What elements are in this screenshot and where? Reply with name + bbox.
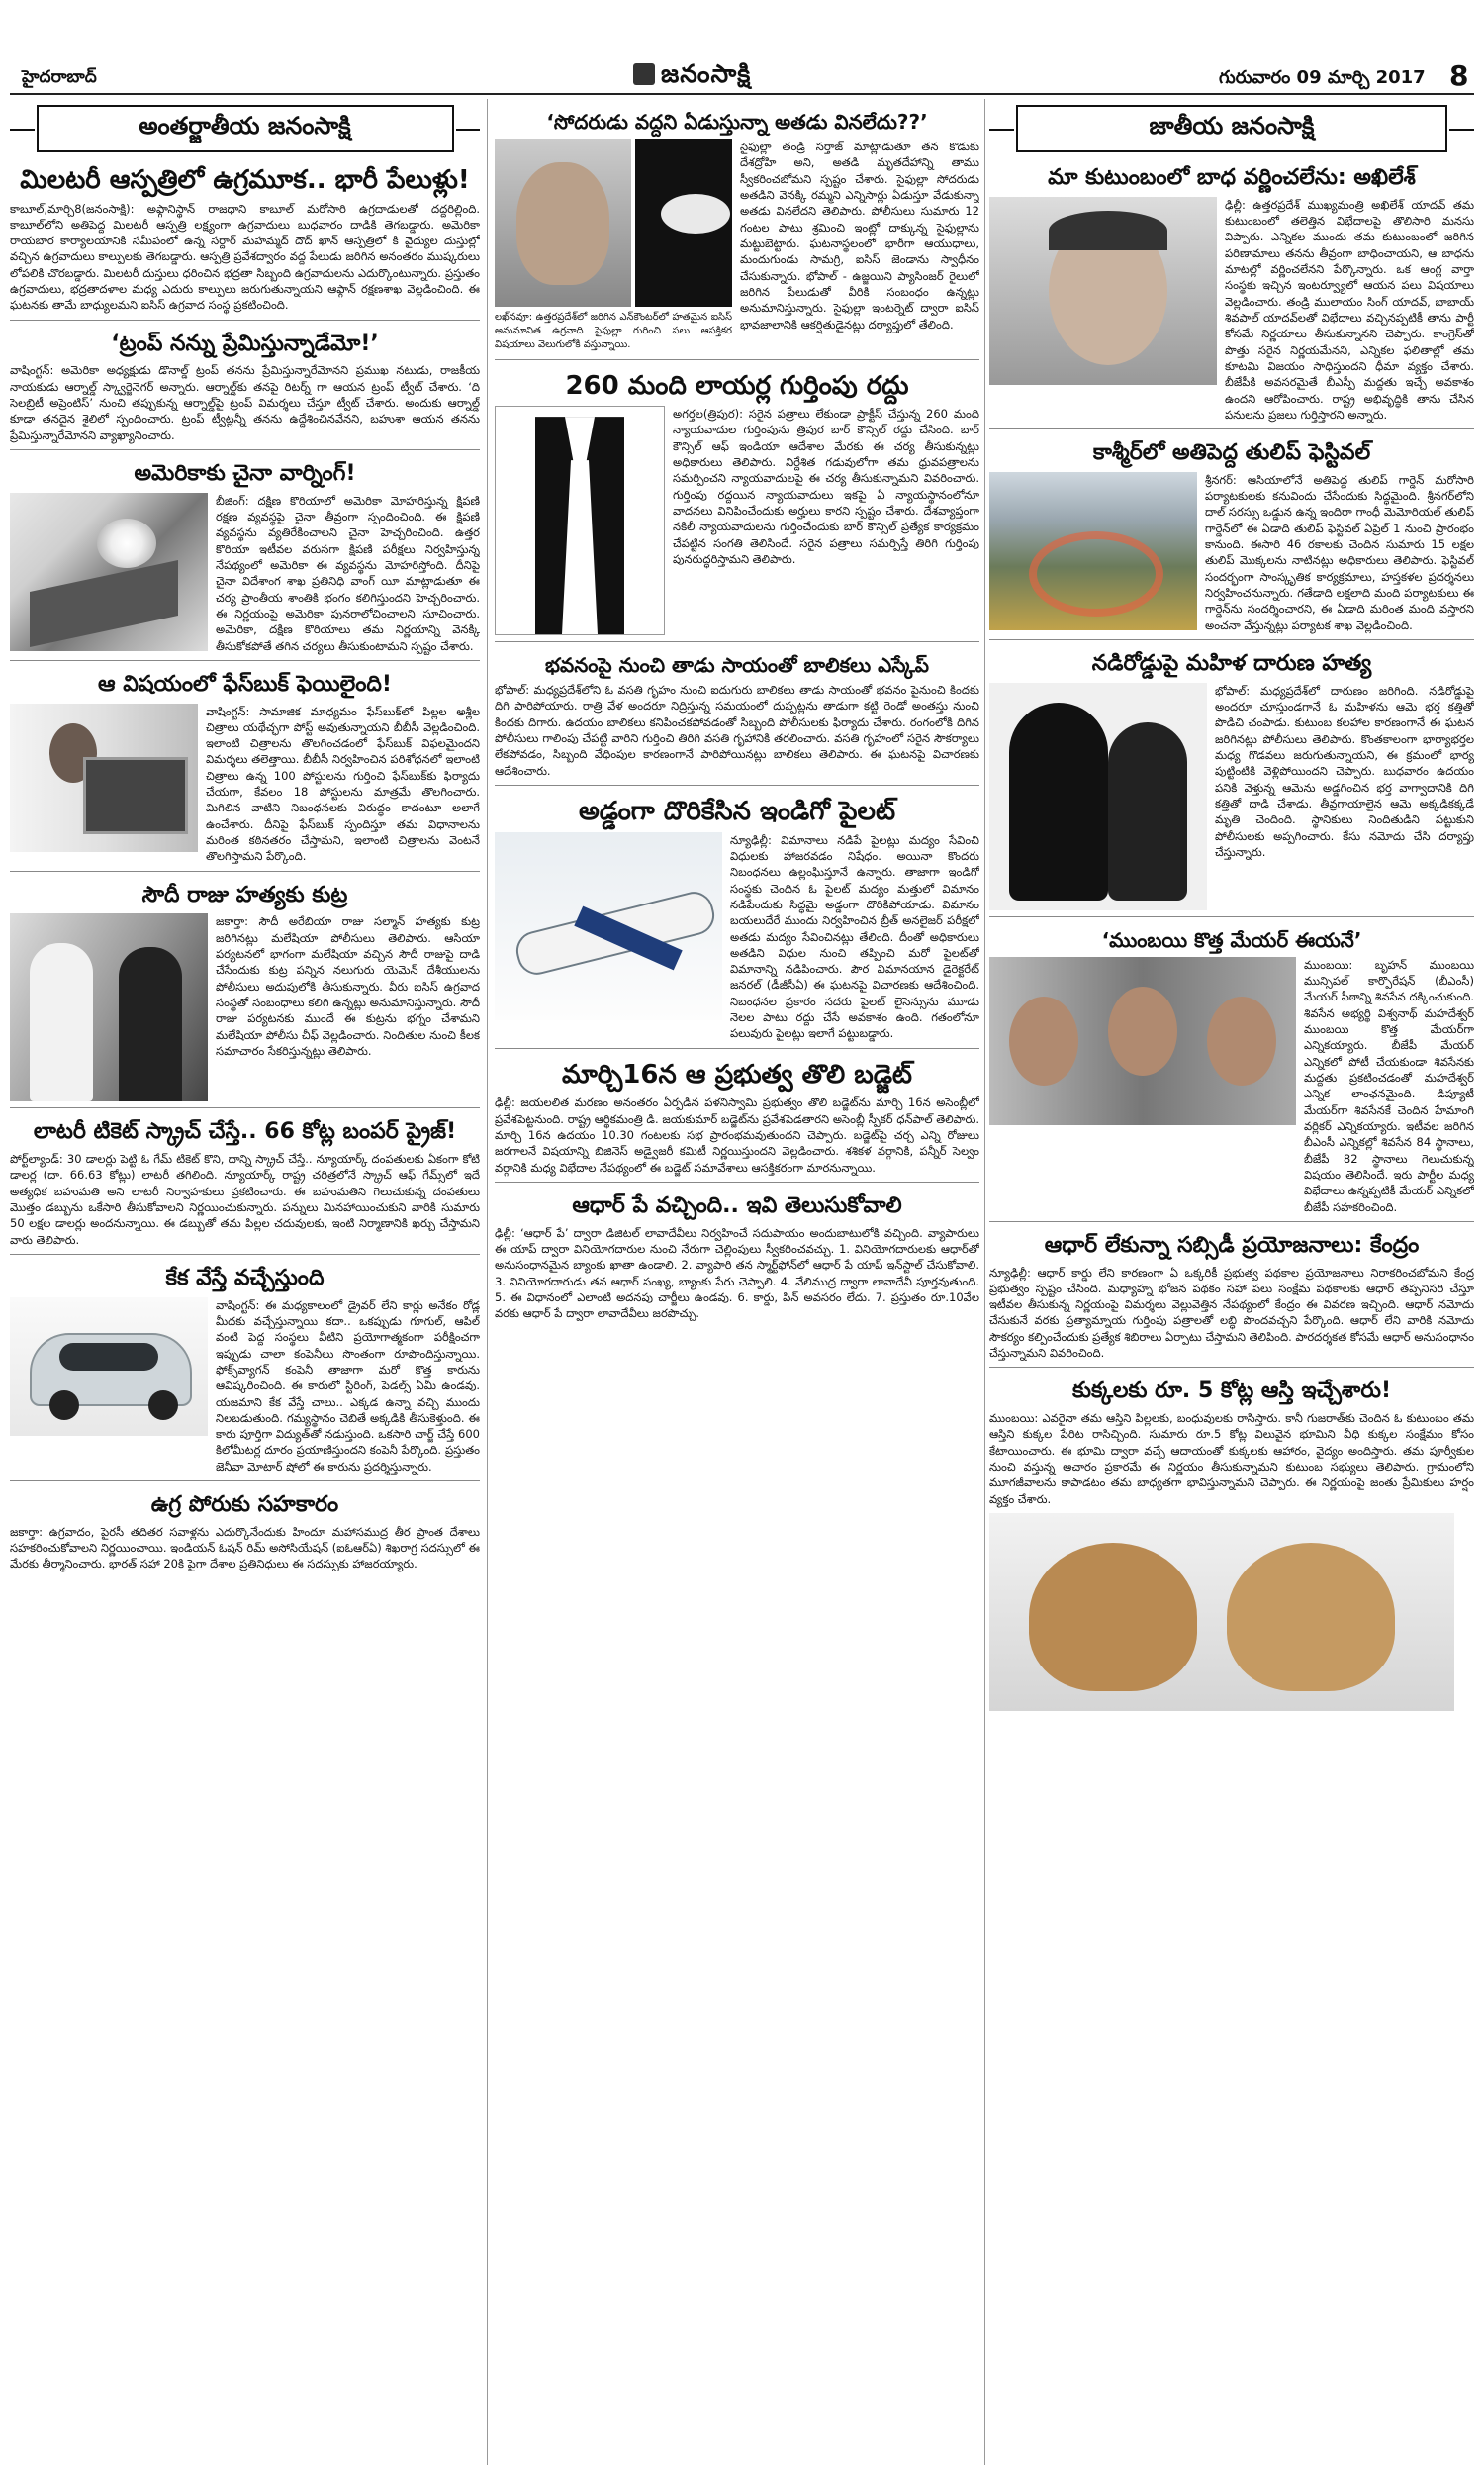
story-headline: అమెరికాకు చైనా వార్నింగ్‌! <box>134 461 356 487</box>
story-body: ముంబయి: ఎవరైనా తమ ఆస్తిని పిల్లలకు, బంధువులకు రాసిస్తారు. కానీ గుజరాత్‌కు చెందిన ఓ కుటుంబం తమ ఆస్తిని కుక్కల పేరిట రాసిచ్చింది. సుమారు రూ.5 కోట్ల విలువైన భూమిని వీధి కుక్కల సంక్షేమం కోసం కేటాయించారు. ఈ భూమి ద్వారా వచ్చే ఆదాయంతో కుక్కలకు ఆహారం, వైద్యం అందిస్తారు. తమ పూర్వీకుల నుంచి వస్తున్న ఆచారం ప్రకారమే ఈ నిర్ణయం తీసుకున్నామని కుటుంబ సభ్యులు తెలిపారు. గ్రామంలోని మూగజీవాలను కాపాడటం తమ బాధ్యతగా భావిస్తున్నామని చెప్పారు. ఈ నిర్ణయంపై జంతు ప్రేమికులు హర్షం వ్యక్తం చేశారు. <box>989 1411 1474 1506</box>
story-headline: ‘ముంబయి కొత్త మేయర్‌ ఈయనే’ <box>1101 927 1362 952</box>
story-headline: కుక్కలకు రూ. 5 కోట్ల ఆస్తి ఇచ్చేశారు! <box>1071 1379 1392 1404</box>
story-body: బీజింగ్‌: దక్షిణ కొరియాలో అమెరికా మోహరిస్తున్న క్షిపణి రక్షణ వ్యవస్థపై చైనా తీవ్రంగా స్పందించింది. ఈ క్షిపణి వ్యవస్థను వ్యతిరేకించాలని చైనా హెచ్చరించింది. ఉత్తర కొరియా ఇటీవల వరుసగా క్షిపణి పరీక్షలు నిర్వహిస్తున్న నేపథ్యంలో అమెరికా ఈ వ్యవస్థను మోహరిస్తోంది. దీనిపై చైనా విదేశాంగ శాఖ ప్రతినిధి వాంగ్‌ యీ మాట్లాడుతూ ఈ చర్య ప్రాంతీయ శాంతికి భంగం కలిగిస్తుందని హెచ్చరించారు. ఈ నిర్ణయంపై అమెరికా పునరాలోచించాలని సూచించారు. అమెరికా, దక్షిణ కొరియాలు తమ నిర్ణయాన్ని వెనక్కి తీసుకోకపోతే తగిన చర్యలు తీసుకుంటామని స్పష్టం చేశారు. <box>216 493 480 653</box>
akhilesh-photo <box>989 197 1217 385</box>
story-body: పోర్ట్‌ల్యాండ్‌: 30 డాలర్లు పెట్టి ఓ గేమ్‌ టికెట్‌ కొని, దాన్ని స్క్రాచ్‌ చేస్తే.. న్యూయార్క్‌ దంపతులకు ఏకంగా కోటి డాలర్ల (దా. 66.63 కోట్లు) లాటరీ తగిలింది. న్యూయార్క్‌ రాష్ట్ర చరిత్రలోనే స్క్రాచ్‌ ఆఫ్‌ గేమ్స్‌లో ఇదే అత్యధిక బహుమతి అని లాటరీ నిర్వాహకులు ప్రకటించారు. ఈ బహుమతిని గెలుచుకున్న దంపతులు మొత్తం డబ్బును ఒకేసారి తీసుకోవాలని నిర్ణయించుకున్నారు. పన్నులు మినహాయించుకుని వారికి సుమారు 50 లక్షల డాలర్లు అందనున్నాయి. ఈ డబ్బుతో తమ పిల్లల చదువులకు, ఇంటి నిర్మాణానికి ఖర్చు చేస్తామని వారు తెలిపారు. <box>10 1151 480 1247</box>
driverless-car-photo <box>10 1297 208 1436</box>
story-headline: ‘ట్రంప్‌ నన్ను ప్రేమిస్తున్నాడేమో!’ <box>111 331 379 356</box>
story-body: జకార్తా: ఉగ్రవాదం, పైరసీ తదితర సవాళ్లను ఎదుర్కొనేందుకు హిందూ మహాసముద్ర తీర ప్రాంత దేశాలు సహకరించుకోవాలని నిర్ణయించాయి. ఇండియన్‌ ఓషన్‌ రిమ్‌ అసోసియేషన్‌ (ఐఓఆర్‌ఏ) శిఖరాగ్ర సదస్సులో ఈ మేరకు తీర్మానించారు. భారత్‌ సహా 20కి పైగా దేశాల ప్రతినిధులు ఈ సదస్సుకు హాజరయ్యారు. <box>10 1524 480 1571</box>
lawyer-gown-illustration <box>495 406 665 635</box>
story-body: భోపాల్‌: మధ్యప్రదేశ్‌లో దారుణం జరిగింది. నడిరోడ్డుపై అందరూ చూస్తుండగానే ఓ మహిళను ఆమె భర్త కత్తితో పొడిచి చంపాడు. కుటుంబ కలహాల కారణంగానే ఈ ఘటన జరిగినట్లు పోలీసులు తెలిపారు. కొంతకాలంగా భార్యాభర్తల మధ్య గొడవలు జరుగుతున్నాయని, ఈ క్రమంలో భార్య పుట్టింటికి వెళ్లిపోయిందని చెప్పారు. బుధవారం ఉదయం పనికి వెళ్తున్న ఆమెను అడ్డగించిన భర్త వాగ్వాదానికి దిగి కత్తితో దాడి చేశాడు. తీవ్రగాయాలైన ఆమె అక్కడికక్కడే మృతి చెందింది. స్థానికులు నిందితుడిని పట్టుకుని పోలీసులకు అప్పగించారు. కేసు నమోదు చేసి దర్యాప్తు చేస్తున్నారు. <box>1215 683 1474 859</box>
isis-flag-photo <box>635 139 732 307</box>
page-number: 8 <box>1449 59 1469 92</box>
news-story <box>495 1187 979 1328</box>
news-story <box>10 158 480 321</box>
logo-icon <box>633 63 655 85</box>
header-rule <box>10 93 1474 95</box>
story-body: కాబూల్‌,మార్చి8(జనంసాక్షి): అఫ్గానిస్థాన్‌ రాజధాని కాబూల్‌ మరోసారి ఉగ్రదాడులతో దద్దరిల్లింది. కాబూల్‌లోని అతిపెద్ద మిలటరీ ఆస్పత్రి లక్ష్యంగా ఉగ్రవాదులు బుధవారం దాడికి తెగబడ్డారు. అమెరికా రాయబార కార్యాలయానికి సమీపంలో ఉన్న సర్దార్‌ మహమ్మద్‌ దౌద్‌ ఖాన్‌ ఆస్పత్రిలో కి వైద్యుల దుస్తుల్లో వచ్చిన ఉగ్రవాదులు కాల్పులకు తెగబడ్డారు. ఆస్పత్రి ప్రవేశద్వారం వద్ద పేలుడు జరిగిన అనంతరం ముష్కరులు లోపలికి చొరబడ్డారు. మిలటరీ దుస్తులు ధరించిన భద్రతా సిబ్బంది ఉగ్రవాదులను ఎదుర్కొంటున్నారు. ప్రస్తుతం ఉగ్రవాదులు, భద్రతాదళాల మధ్య ఎదురు కాల్పులు జరుగుతున్నాయని ఆఫ్గాన్‌ రక్షణశాఖ వెల్లడించింది. ఈ ఘటనకు తామే బాధ్యులమని ఐసిస్‌ ఉగ్రవాద సంస్థ ప్రకటించింది. <box>10 201 480 313</box>
story-body: శ్రీనగర్‌: ఆసియాలోనే అతిపెద్ద తులిప్‌ గార్డెన్‌ మరోసారి పర్యాటకులకు కనువిందు చేసేందుకు సిద్ధమైంది. శ్రీనగర్‌లోని దాల్‌ సరస్సు ఒడ్డున ఉన్న ఇందిరా గాంధీ మెమోరియల్‌ తులిప్‌ గార్డెన్‌లో ఈ ఏడాది తులిప్‌ ఫెస్టివల్‌ ఏప్రిల్‌ 1 నుంచి ప్రారంభం కానుంది. ఈసారి 46 రకాలకు చెందిన సుమారు 15 లక్షల తులిప్‌ మొక్కలను నాటినట్లు అధికారులు తెలిపారు. ఫెస్టివల్‌ సందర్భంగా సాంస్కృతిక కార్యక్రమాలు, హస్తకళల ప్రదర్శనలు నిర్వహించనున్నారు. గతేడాది లక్షలాది మంది పర్యాటకులు ఈ గార్డెన్‌ను సందర్శించారని, ఈ ఏడాది మరింత మంది వస్తారని అంచనా వేస్తున్నట్లు పర్యాటక శాఖ వెల్లడించింది. <box>1205 472 1474 632</box>
indigo-plane-photo <box>495 832 722 1020</box>
masthead-title: జనంసాక్షి <box>661 59 752 88</box>
story-body: భోపాల్‌: మధ్యప్రదేశ్‌లోని ఓ వసతి గృహం నుంచి ఐదుగురు బాలికలు తాడు సాయంతో భవనం పైనుంచి కిందకు దిగి పారిపోయారు. రాత్రి వేళ అందరూ నిద్రిస్తున్న సమయంలో దుప్పట్లను తాడుగా కట్టి రెండో అంతస్తు నుంచి కిందకు దిగారు. ఉదయం బాలికలు కనిపించకపోవడంతో సిబ్బంది పోలీసులకు ఫిర్యాదు చేశారు. రంగంలోకి దిగిన పోలీసులు గాలింపు చేపట్టి వారిని గుర్తించి తిరిగి వసతి గృహానికి తరలించారు. వసతి గృహంలో సరైన సౌకర్యాలు లేకపోవడం, సిబ్బంది వేధింపుల కారణంగానే పారిపోయినట్లు బాలికలు తెలిపారు. ఈ ఘటనపై విచారణకు ఆదేశించారు. <box>495 683 979 778</box>
news-story <box>989 1226 1474 1369</box>
news-story <box>989 921 1474 1222</box>
news-story <box>10 454 480 661</box>
story-headline: భవనంపై నుంచి తాడు సాయంతో బాలికలు ఎస్కేప్‌ <box>545 653 929 678</box>
section-banner-international: అంతర్జాతీయ జనంసాక్షి <box>37 105 454 152</box>
news-story <box>989 433 1474 640</box>
story-headline: సౌదీ రాజు హత్యకు కుట్ర <box>141 882 348 907</box>
story-headline: కాశ్మీర్‌లో అతిపెద్ద తులిప్‌ ఫెస్టివల్‌ <box>1092 440 1371 466</box>
missile-photo <box>10 493 208 651</box>
issue-date: గురువారం 09 మార్చి 2017 <box>1219 67 1426 88</box>
story-body: న్యూఢిల్లీ: ఆధార్‌ కార్డు లేని కారణంగా ఏ ఒక్కరికీ ప్రభుత్వ పథకాల ప్రయోజనాలు నిరాకరించబోమని కేంద్ర ప్రభుత్వం స్పష్టం చేసింది. మధ్యాహ్న భోజన పథకం సహా పలు సంక్షేమ పథకాలకు ఆధార్‌ తప్పనిసరి చేస్తూ ఇటీవల తీసుకున్న నిర్ణయంపై విమర్శలు వెల్లువెత్తిన నేపథ్యంలో కేంద్రం ఈ వివరణ ఇచ్చింది. ఆధార్‌ నమోదు చేసుకునే వరకు ప్రత్యామ్నాయ గుర్తింపు పత్రాలతో లబ్ధి పొందవచ్చని పేర్కొంది. ఆధార్‌ లేని వారికి నమోదు సౌకర్యం కల్పించేందుకు ప్రత్యేక శిబిరాలు ఏర్పాటు చేస్తామని తెలిపింది. పారదర్శకత కోసమే ఆధార్‌ అనుసంధానం చేస్తున్నామని వివరించింది. <box>989 1265 1474 1361</box>
column-divider <box>487 99 488 2465</box>
story-headline: నడిరోడ్డుపై మహిళ దారుణ హత్య <box>1091 651 1372 677</box>
story-headline: 260 మంది లాయర్ల గుర్తింపు రద్దు <box>565 370 909 401</box>
news-story <box>495 790 979 1049</box>
news-story <box>989 158 1474 429</box>
tulip-garden-photo <box>989 472 1197 630</box>
story-headline: ఆధార్‌ పే వచ్చింది.. ఇవి తెలుసుకోవాలి <box>572 1192 902 1218</box>
masthead <box>633 59 751 95</box>
story-body: వాషింగ్టన్‌: అమెరికా అధ్యక్షుడు డొనాల్డ్‌ ట్రంప్‌ తనను ప్రేమిస్తున్నారేమోనని ప్రముఖ నటుడు, రాజకీయ నాయకుడు ఆర్నాల్డ్‌ స్క్వార్జెనెగర్‌ అన్నారు. ఆర్నాల్డ్‌కు తనపై రిటర్న్‌ గా ఆయన ట్రంప్‌ ట్వీట్‌ చేశారు. ‘ది సెలబ్రిటీ అప్రెంటిస్‌’ నుంచి తప్పుకున్న ఆర్నాల్డ్‌పై ట్రంప్‌ విమర్శలు చేస్తూ ట్వీట్‌ చేశారు. అందుకు ఆర్నాల్డ్‌ కూడా తనదైన శైలిలో స్పందించారు. ట్రంప్‌ ట్వీట్లన్నీ తనను ఉద్దేశించినవేనని, బహుశా ఆయన తనను ప్రేమిస్తున్నారేమోనని వ్యాఖ్యానించారు. <box>10 363 480 442</box>
city-label: హైదరాబాద్ <box>22 67 97 87</box>
story-headline: మార్చి16న ఆ ప్రభుత్వ తొలి బడ్జెట్‌ <box>561 1059 913 1090</box>
mumbai-mayor-photo <box>989 957 1296 1125</box>
news-story <box>989 644 1474 917</box>
story-body: జకార్తా: సౌదీ అరేబియా రాజు సల్మాన్‌ హత్యకు కుట్ర జరిగినట్లు మలేషియా పోలీసులు తెలిపారు. ఆసియా పర్యటనలో భాగంగా మలేషియా వచ్చిన సౌదీ రాజుపై దాడి చేసేందుకు కుట్ర పన్నిన నలుగురు యెమెన్‌ దేశీయులను పోలీసులు అదుపులోకి తీసుకున్నారు. వీరు ఐసిస్‌ ఉగ్రవాద సంస్థతో సంబంధాలు కలిగి ఉన్నట్లు అనుమానిస్తున్నారు. సౌదీ రాజు పర్యటనకు ముందే ఈ కుట్రను భగ్నం చేశామని మలేషియా పోలీసు చీఫ్‌ వెల్లడించారు. నిందితుల నుంచి కీలక సమాచారం సేకరిస్తున్నట్లు తెలిపారు. <box>216 914 480 1058</box>
story-body: ఢిల్లీ: జయలలిత మరణం అనంతరం ఏర్పడిన పళనిస్వామి ప్రభుత్వం తొలి బడ్జెట్‌ను మార్చి 16న అసెంబ్లీలో ప్రవేశపెట్టనుంది. రాష్ట్ర ఆర్థికమంత్రి డి. జయకుమార్‌ బడ్జెట్‌ను ప్రవేశపెడతారని అసెంబ్లీ స్పీకర్‌ ధన్‌పాల్‌ తెలిపారు. మార్చి 16న ఉదయం 10.30 గంటలకు సభ ప్రారంభమవుతుందని చెప్పారు. బడ్జెట్‌పై చర్చ ఎన్ని రోజులు జరగాలనే విషయాన్ని బిజినెస్‌ అడ్వైజరీ కమిటీ నిర్ణయిస్తుందని వెల్లడించారు. శశికళ వర్గానికి, పన్నీర్‌ సెల్వం వర్గానికి మధ్య విభేదాల నేపథ్యంలో ఈ బడ్జెట్‌ సమావేశాలు ఆసక్తికరంగా మారనున్నాయి. <box>495 1095 979 1175</box>
news-story <box>989 1372 1474 1717</box>
crime-silhouette-photo <box>989 683 1207 910</box>
news-story <box>10 325 480 450</box>
story-headline: ఉగ్ర పోరుకు సహకారం <box>150 1492 339 1518</box>
story-headline: కేక వేస్తే వచ్చేస్తుంది <box>165 1265 325 1290</box>
news-story <box>495 364 979 643</box>
news-story <box>495 646 979 786</box>
column-divider <box>984 99 985 2465</box>
news-story <box>10 1259 480 1481</box>
dogs-photo <box>989 1513 1454 1711</box>
news-story <box>10 665 480 872</box>
story-body: న్యూఢిల్లీ: విమానాలు నడిపే పైలట్లు మద్యం సేవించి విధులకు హాజరవడం నిషేధం. అయినా కొందరు నిబంధనలు ఉల్లంఘిస్తూనే ఉన్నారు. తాజాగా ఇండిగో సంస్థకు చెందిన ఓ పైలట్‌ మద్యం మత్తులో విమానం నడిపేందుకు సిద్ధమై అడ్డంగా దొరికిపోయాడు. విమానం బయలుదేరే ముందు నిర్వహించిన బ్రీత్‌ అనలైజర్‌ పరీక్షలో అతడు మద్యం సేవించినట్లు తేలింది. దీంతో అధికారులు అతడిని విధుల నుంచి తప్పించి మరో పైలట్‌తో విమానాన్ని నడిపించారు. పౌర విమానయాన డైరెక్టరేట్‌ జనరల్‌ (డీజీసీఏ) ఈ ఘటనపై విచారణకు ఆదేశించింది. నిబంధనల ప్రకారం సదరు పైలట్‌ లైసెన్సును మూడు నెలల పాటు రద్దు చేసే అవకాశం ఉంది. గతంలోనూ పలువురు పైలట్లు ఇలాగే పట్టుబడ్డారు. <box>730 832 979 1041</box>
story-body: ఢిల్లీ: ఉత్తరప్రదేశ్‌ ముఖ్యమంత్రి అఖిలేశ్‌ యాదవ్‌ తమ కుటుంబంలో తలెత్తిన విభేదాలపై తొలిసారి మనసు విప్పారు. ఎన్నికల ముందు తమ కుటుంబంలో జరిగిన పరిణామాలు తనను తీవ్రంగా బాధించాయని, ఆ బాధను మాటల్లో వర్ణించలేనని పేర్కొన్నారు. ఒక ఆంగ్ల వార్తా సంస్థకు ఇచ్చిన ఇంటర్వ్యూలో ఆయన పలు విషయాలు వెల్లడించారు. తండ్రి ములాయం సింగ్‌ యాదవ్‌, బాబాయ్‌ శివపాల్‌ యాదవ్‌లతో విభేదాలు వచ్చినప్పటికీ తాను పార్టీ కోసమే నిర్ణయాలు తీసుకున్నానని చెప్పారు. కాంగ్రెస్‌తో పొత్తు సరైన నిర్ణయమేనని, ఎన్నికల ఫలితాల్లో తమ కూటమి విజయం సాధిస్తుందని ధీమా వ్యక్తం చేశారు. బీజేపీకి అవసరమైతే బీఎస్పీ మద్దతు ఇచ్చే అవకాశం ఉందని ఆరోపించారు. రాష్ట్ర అభివృద్ధికి తాను చేసిన పనులను ప్రజలు గుర్తిస్తారని అన్నారు. <box>1225 197 1474 422</box>
story-body: అగర్తల(త్రిపుర): సరైన పత్రాలు లేకుండా ప్రాక్టీస్‌ చేస్తున్న 260 మంది న్యాయవాదుల గుర్తింపును త్రిపుర బార్‌ కౌన్సిల్‌ రద్దు చేసింది. బార్‌ కౌన్సిల్‌ ఆఫ్‌ ఇండియా ఆదేశాల మేరకు ఈ చర్య తీసుకున్నట్లు అధికారులు తెలిపారు. నిర్దేశిత గడువులోగా తమ ధ్రువపత్రాలను సమర్పించని న్యాయవాదులపై ఈ చర్య తీసుకున్నామని వివరించారు. గుర్తింపు రద్దయిన న్యాయవాదులు ఇకపై ఏ న్యాయస్థానంలోనూ వాదనలు వినిపించేందుకు అర్హులు కారని స్పష్టం చేశారు. దేశవ్యాప్తంగా నకిలీ న్యాయవాదులను గుర్తించేందుకు బార్‌ కౌన్సిల్‌ ప్రత్యేక కార్యక్రమం చేపట్టిన సంగతి తెలిసిందే. సరైన పత్రాలు సమర్పిస్తే తిరిగి గుర్తింపు పునరుద్ధరిస్తామని తెలిపారు. <box>673 407 979 567</box>
story-headline: లాటరీ టికెట్‌ స్క్రాచ్‌ చేస్తే.. 66 కోట్ల బంపర్‌ ప్రైజ్‌! <box>33 1119 457 1145</box>
story-headline: అడ్డంగా దొరికేసిన ఇండిగో పైలట్‌ <box>578 797 896 827</box>
column-center <box>495 97 979 2467</box>
news-story <box>495 1053 979 1183</box>
news-story <box>495 97 979 360</box>
news-story <box>10 1112 480 1255</box>
story-body: వాషింగ్టన్‌: సామాజిక మాధ్యమం ఫేస్‌బుక్‌లో పిల్లల అశ్లీల చిత్రాలు యథేచ్ఛగా పోస్ట్‌ అవుతున్నాయని బీబీసీ వెల్లడించింది. ఇలాంటి చిత్రాలను తొలగించడంలో ఫేస్‌బుక్‌ విఫలమైందని విమర్శలు తలెత్తాయి. బీబీసీ నిర్వహించిన పరిశోధనలో ఇలాంటి చిత్రాలు ఉన్న 100 పోస్టులను గుర్తించి ఫేస్‌బుక్‌కు ఫిర్యాదు చేయగా, కేవలం 18 పోస్టులను మాత్రమే తొలగించారు. మిగిలిన వాటిని నిబంధనలకు విరుద్ధం కాదంటూ అలాగే ఉంచేశారు. దీనిపై ఫేస్‌బుక్‌ స్పందిస్తూ తమ విధానాలను మరింత కఠినతరం చేస్తామని, ఇలాంటి చిత్రాలను వెంటనే తొలగిస్తామని పేర్కొంది. <box>206 704 480 864</box>
story-body: ముంబయి: బృహన్‌ ముంబయి మున్సిపల్‌ కార్పొరేషన్‌ (బీఎంసీ) మేయర్‌ పీఠాన్ని శివసేన దక్కించుకుంది. శివసేన అభ్యర్థి విశ్వనాథ్‌ మహదేశ్వర్‌ ముంబయి కొత్త మేయర్‌గా ఎన్నికయ్యారు. బీజేపీ మేయర్‌ ఎన్నికలో పోటీ చేయకుండా శివసేనకు మద్దతు ప్రకటించడంతో మహదేశ్వర్‌ ఎన్నిక లాంఛనమైంది. డిప్యూటీ మేయర్‌గా శివసేనకే చెందిన హేమాంగి వర్లికర్‌ ఎన్నికయ్యారు. ఇటీవల జరిగిన బీఎంసీ ఎన్నికల్లో శివసేన 84 స్థానాలు, బీజేపీ 82 స్థానాలు గెలుచుకున్న విషయం తెలిసిందే. ఇరు పార్టీల మధ్య విభేదాలు ఉన్నప్పటికీ మేయర్‌ ఎన్నికలో బీజేపీ సహకరించింది. <box>1304 957 1474 1214</box>
column-national <box>989 97 1474 2467</box>
story-body: సైఫుల్లా తండ్రి సర్తాజ్‌ మాట్లాడుతూ తన కొడుకు దేశద్రోహి అని, అతడి మృతదేహాన్ని తాము స్వీకరించబోమని స్పష్టం చేశారు. సైఫుల్లా సోదరుడు అతడిని వెనక్కి రమ్మని ఎన్నిసార్లు ఏడుస్తూ వేడుకున్నా అతడు వినలేదని తెలిపారు. పోలీసులు సుమారు 12 గంటల పాటు శ్రమించి ఇంట్లో దాక్కున్న సైఫుల్లాను మట్టుబెట్టారు. ఘటనాస్థలంలో భారీగా ఆయుధాలు, మందుగుండు సామగ్రి, ఐసిస్‌ జెండాను స్వాధీనం చేసుకున్నారు. భోపాల్‌ - ఉజ్జయిని ప్యాసింజర్‌ రైలులో జరిగిన పేలుడుతో వీరికి సంబంధం ఉన్నట్లు అనుమానిస్తున్నారు. సైఫుల్లా ఇంటర్నెట్‌ ద్వారా ఐసిస్‌ భావజాలానికి ఆకర్షితుడైనట్లు దర్యాప్తులో తేలింది. <box>740 140 979 332</box>
laptop-girl-photo <box>10 704 198 852</box>
suspect-photo <box>495 139 631 307</box>
story-headline: మా కుటుంబంలో బాధ వర్ణించలేను: అఖిలేశ్‌ <box>1048 165 1416 190</box>
news-story <box>10 1485 480 1578</box>
news-story <box>10 876 480 1109</box>
photo-caption: లఖ్‌నవూ: ఉత్తరప్రదేశ్‌లో జరిగిన ఎన్‌కౌంటర్‌లో హతమైన ఐసిస్‌ అనుమానిత ఉగ్రవాది సైఫుల్లా గురించి పలు ఆసక్తికర విషయాలు వెలుగులోకి వస్తున్నాయి. <box>495 312 732 351</box>
story-body: వాషింగ్టన్‌: ఈ మధ్యకాలంలో డ్రైవర్‌ లేని కార్లు అనేకం రోడ్ల మీదకు వచ్చేస్తున్నాయి కదా.. ఒకప్పుడు గూగుల్‌, ఆపిల్‌ వంటి పెద్ద సంస్థలు వీటిని ప్రయోగాత్మకంగా పరీక్షించగా ఇప్పుడు చాలా కంపెనీలు సొంతంగా రూపొందిస్తున్నాయి. ఫోక్స్‌వ్యాగన్‌ కంపెనీ తాజాగా మరో కొత్త కారును ఆవిష్కరించింది. ఈ కారులో స్టీరింగ్‌, పెడల్స్‌ ఏమీ ఉండవు. యజమాని కేక వేస్తే చాలు.. ఎక్కడ ఉన్నా వచ్చి ముందు నిలబడుతుంది. గమ్యస్థానం చెబితే అక్కడికి తీసుకెళ్తుంది. ఈ కారు పూర్తిగా విద్యుత్‌తో నడుస్తుంది. ఒకసారి చార్జ్‌ చేస్తే 600 కిలోమీటర్ల దూరం ప్రయాణిస్తుందని కంపెనీ పేర్కొంది. ప్రస్తుతం జెనీవా మోటార్‌ షోలో ఈ కారును ప్రదర్శిస్తున్నారు. <box>216 1297 480 1474</box>
story-headline: ఆధార్‌ లేకున్నా సబ్సిడీ ప్రయోజనాలు: కేంద్రం <box>1044 1232 1420 1258</box>
story-headline: మిలటరీ ఆస్పత్రిలో ఉగ్రమూక.. భారీ పేలుళ్లు! <box>20 165 470 195</box>
column-international <box>10 97 480 2467</box>
story-headline: ఆ విషయంలో ఫేస్‌బుక్‌ ఫెయిలైంది! <box>98 671 392 697</box>
section-banner-national: జాతీయ జనంసాక్షి <box>1016 105 1446 152</box>
saudi-king-photo <box>10 913 208 1101</box>
story-body: ఢిల్లీ: ‘ఆధార్‌ పే’ ద్వారా డిజిటల్‌ లావాదేవీలు నిర్వహించే సదుపాయం అందుబాటులోకి వచ్చింది. వ్యాపారులు ఈ యాప్‌ ద్వారా వినియోగదారుల నుంచి నేరుగా చెల్లింపులు స్వీకరించవచ్చు. 1. వినియోగదారులకు ఆధార్‌తో అనుసంధానమైన బ్యాంకు ఖాతా ఉండాలి. 2. వ్యాపారి తన స్మార్ట్‌ఫోన్‌లో ఆధార్‌ పే యాప్‌ ఇన్‌స్టాల్‌ చేసుకోవాలి. 3. వినియోగదారుడు తన ఆధార్‌ సంఖ్య, బ్యాంకు పేరు చెప్పాలి. 4. వేలిముద్ర ద్వారా లావాదేవీ పూర్తవుతుంది. 5. ఈ విధానంలో ఎలాంటి అదనపు చార్జీలు ఉండవు. 6. కార్డు, పిన్‌ అవసరం లేదు. 7. ప్రస్తుతం రూ.10వేల వరకు ఆధార్‌ పే ద్వారా లావాదేవీలు జరపొచ్చు. <box>495 1225 979 1321</box>
story-headline: ‘సోదరుడు వద్దని ఏడుస్తున్నా అతడు వినలేదు??’ <box>546 110 928 134</box>
page-header <box>0 0 1484 99</box>
